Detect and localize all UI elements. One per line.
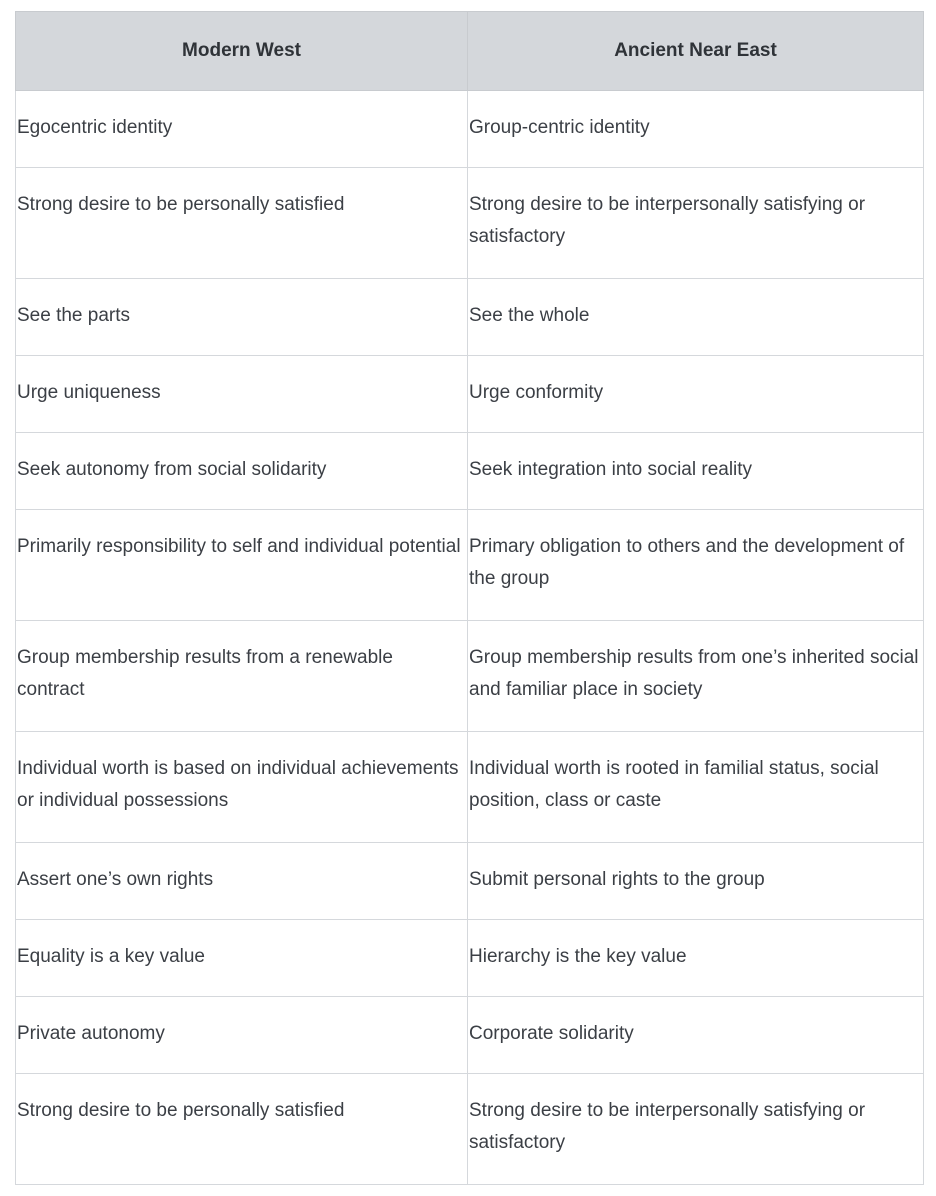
table-row xyxy=(16,997,924,1074)
cell-ancient-near-east: Urge conformity xyxy=(468,356,924,433)
cell-modern-west: Egocentric identity xyxy=(16,91,468,168)
table-row xyxy=(16,91,924,168)
cell-ancient-near-east: Group membership results from one’s inherited social and familiar place in society xyxy=(468,621,924,732)
comparison-table xyxy=(15,11,924,1185)
table-row xyxy=(16,732,924,843)
cell-ancient-near-east: Corporate solidarity xyxy=(468,997,924,1074)
cell-modern-west: Urge uniqueness xyxy=(16,356,468,433)
cell-ancient-near-east: Individual worth is rooted in familial status, social position, class or caste xyxy=(468,732,924,843)
cell-modern-west: See the parts xyxy=(16,279,468,356)
cell-ancient-near-east: Group-centric identity xyxy=(468,91,924,168)
table-row xyxy=(16,843,924,920)
table-row xyxy=(16,168,924,279)
table-row xyxy=(16,1074,924,1185)
cell-modern-west: Individual worth is based on individual achievements or individual possessions xyxy=(16,732,468,843)
cell-ancient-near-east: Strong desire to be interpersonally satisfying or satisfactory xyxy=(468,168,924,279)
cell-ancient-near-east: Seek integration into social reality xyxy=(468,433,924,510)
cell-ancient-near-east: Primary obligation to others and the development of the group xyxy=(468,510,924,621)
cell-modern-west: Strong desire to be personally satisfied xyxy=(16,168,468,279)
table-row xyxy=(16,279,924,356)
header-ancient-near-east: Ancient Near East xyxy=(468,12,924,91)
cell-modern-west: Strong desire to be personally satisfied xyxy=(16,1074,468,1185)
header-modern-west: Modern West xyxy=(16,12,468,91)
cell-modern-west: Seek autonomy from social solidarity xyxy=(16,433,468,510)
table-row xyxy=(16,510,924,621)
cell-ancient-near-east: Submit personal rights to the group xyxy=(468,843,924,920)
cell-ancient-near-east: See the whole xyxy=(468,279,924,356)
cell-ancient-near-east: Hierarchy is the key value xyxy=(468,920,924,997)
header-row xyxy=(16,12,924,91)
cell-modern-west: Group membership results from a renewable contract xyxy=(16,621,468,732)
table-row xyxy=(16,920,924,997)
cell-modern-west: Private autonomy xyxy=(16,997,468,1074)
cell-modern-west: Equality is a key value xyxy=(16,920,468,997)
table-row xyxy=(16,356,924,433)
cell-modern-west: Assert one’s own rights xyxy=(16,843,468,920)
table-row xyxy=(16,621,924,732)
cell-modern-west: Primarily responsibility to self and individual potential xyxy=(16,510,468,621)
table-row xyxy=(16,433,924,510)
cell-ancient-near-east: Strong desire to be interpersonally satisfying or satisfactory xyxy=(468,1074,924,1185)
